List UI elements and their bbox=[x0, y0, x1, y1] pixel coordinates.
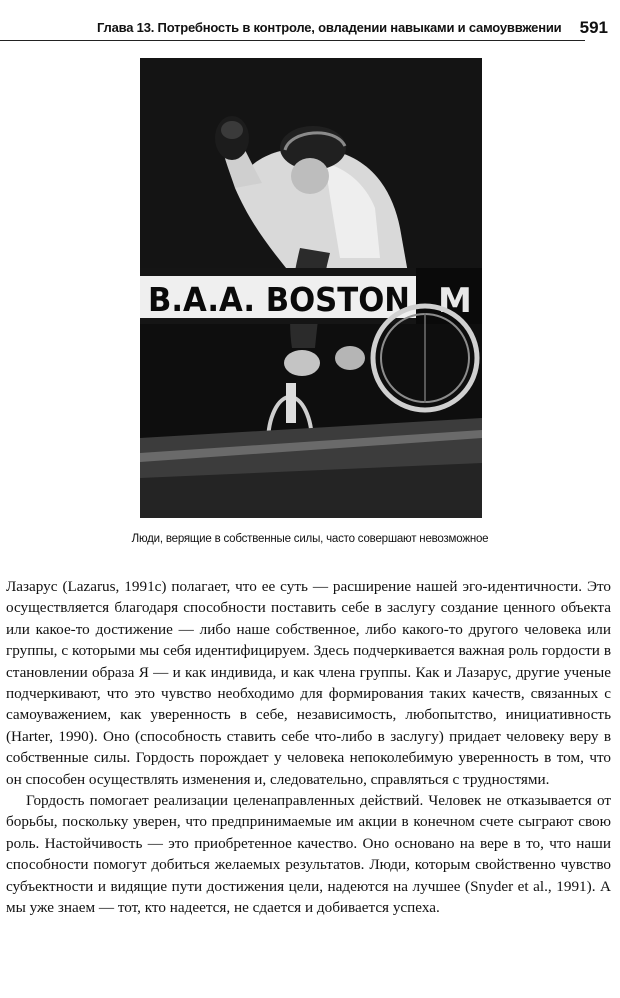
wheelchair-racer-photo bbox=[140, 58, 482, 518]
chapter-title: Глава 13. Потребность в контроле, овладении навыками и самоуввжении bbox=[97, 20, 562, 35]
page-number: 591 bbox=[579, 18, 608, 37]
banner-text: B.A.A. BOSTON bbox=[148, 280, 410, 319]
running-header bbox=[0, 8, 620, 36]
paragraph: Гордость помогает реализации целенаправленных действий. Человек не отказывается от борьбы, поскольку уверен, что предпринимаемые им акции в конечном счете сыграют свою роль. Настойчивость — это приобретенное качество. Оно основано на вере в то, что наши способности помогут добиться желаемых результатов. Люди, которым свойственно чувство субъектности и видящие пути достижения цели, надеются на лучшее (Snyder et al., 1991). А мы уже знаем — тот, кто надеется, не сдается и добивается успеха. bbox=[6, 792, 611, 917]
header-divider bbox=[0, 40, 585, 41]
paragraph: Лазарус (Lazarus, 1991c) полагает, что ее суть — расширение нашей эго-идентичности. Это осуществляется благодаря способности поставить себе в заслугу создание ценного объекта или какое-то достижение — либо наше собственное, либо какого-то другого человека или группы, с которыми мы себя идентифицируем. Здесь подчеркивается важная роль гордости в становлении образа Я — и как индивида, и как члена группы. Как и Лазарус, другие ученые подчеркивают, что это чувство необходимо для формирования таких качеств, связанных с самоуважением, как уверенность в себе, независимость, любопытство, инициативность (Harter, 1990). Оно (способность ставить себе что-либо в заслугу) придает человеку веру в собственные силы. Гордость порождает у человека непоколебимую уверенность в том, что он способен осуществлять изменения и, следовательно, справляться с трудностями. bbox=[6, 578, 611, 788]
body-text bbox=[6, 576, 611, 919]
figure-caption: Люди, верящие в собственные силы, часто совершают невозможное bbox=[131, 533, 489, 545]
banner-partial-letter: M bbox=[438, 281, 472, 321]
